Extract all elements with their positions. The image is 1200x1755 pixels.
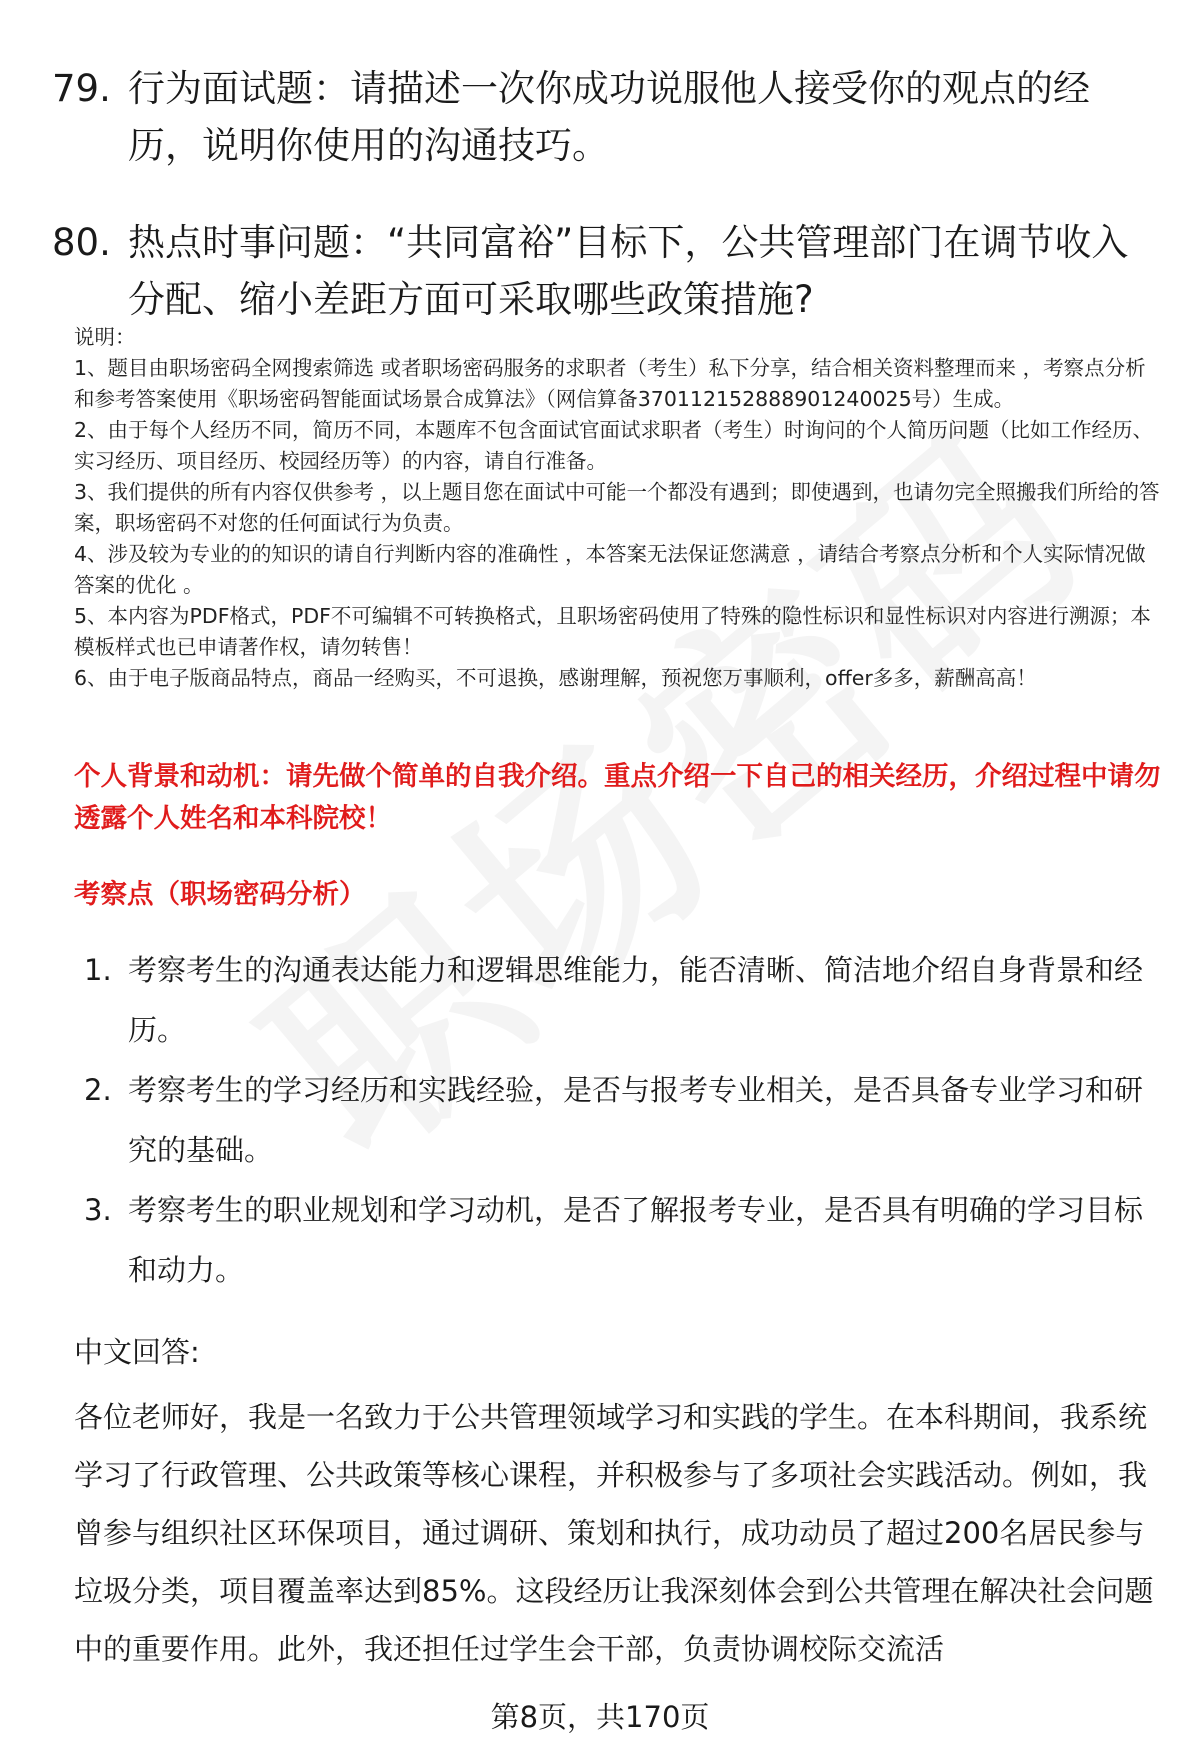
question-item-79 <box>52 60 1162 174</box>
disclaimer-notes <box>74 322 1164 694</box>
notes-title: 说明： <box>74 325 136 349</box>
point-text: 考察考生的职业规划和学习动机，是否了解报考专业，是否具有明确的学习目标和动力。 <box>128 1193 1144 1287</box>
focus-point <box>84 940 1164 1060</box>
point-number: 1. <box>84 953 112 987</box>
focus-point <box>84 1060 1164 1180</box>
question-item-80 <box>52 214 1162 328</box>
point-text: 考察考生的学习经历和实践经验，是否与报考专业相关，是否具备专业学习和研究的基础。 <box>128 1073 1144 1167</box>
question-number: 79. <box>52 67 111 110</box>
focus-points <box>84 940 1164 1300</box>
point-number: 3. <box>84 1193 112 1227</box>
focus-point <box>84 1180 1164 1300</box>
note-item: 1、题目由职场密码全网搜索筛选 或者职场密码服务的求职者（考生）私下分享，结合相关资料整理而来 ，考察点分析和参考答案使用《职场密码智能面试场景合成算法》（网信算备370112152888901240025号）生成。 <box>74 356 1146 411</box>
background-question: 个人背景和动机：请先做个简单的自我介绍。重点介绍一下自己的相关经历，介绍过程中请勿透露个人姓名和本科院校！ <box>74 761 1161 834</box>
note-item: 2、由于每个人经历不同，简历不同，本题库不包含面试官面试求职者（考生）时询问的个人简历问题（比如工作经历、实习经历、项目经历、校园经历等）的内容，请自行准备。 <box>74 418 1154 473</box>
question-text: 热点时事问题：“共同富裕”目标下，公共管理部门在调节收入分配、缩小差距方面可采取哪些政策措施? <box>128 221 1129 321</box>
page-footer: 第8页，共170页 <box>490 1700 710 1734</box>
note-item: 3、我们提供的所有内容仅供参考 ，以上题目您在面试中可能一个都没有遇到；即使遇到，也请勿完全照搬我们所给的答案，职场密码不对您的任何面试行为负责。 <box>74 480 1160 535</box>
question-text: 行为面试题：请描述一次你成功说服他人接受你的观点的经历，说明你使用的沟通技巧。 <box>128 67 1090 167</box>
focus-heading: 考察点（职场密码分析） <box>74 879 366 910</box>
point-number: 2. <box>84 1073 112 1107</box>
note-item: 5、本内容为PDF格式，PDF不可编辑不可转换格式，且职场密码使用了特殊的隐性标识和显性标识对内容进行溯源；本模板样式也已申请著作权，请勿转售！ <box>74 604 1151 659</box>
answer-text: 各位老师好，我是一名致力于公共管理领域学习和实践的学生。在本科期间，我系统学习了行政管理、公共政策等核心课程，并积极参与了多项社会实践活动。例如，我曾参与组织社区环保项目，通过调研、策划和执行，成功动员了超过200名居民参与垃圾分类，项目覆盖率达到85%。这段经历让我深刻体会到公共管理在解决社会问题中的重要作用。此外，我还担任过学生会干部，负责协调校际交流活 <box>74 1400 1154 1666</box>
note-item: 6、由于电子版商品特点，商品一经购买，不可退换，感谢理解，预祝您万事顺利，offer多多，薪酬高高！ <box>74 666 1037 690</box>
answer-label: 中文回答: <box>74 1335 200 1369</box>
question-number: 80. <box>52 221 111 264</box>
note-item: 4、涉及较为专业的的知识的请自行判断内容的准确性 ，本答案无法保证您满意 ，请结合考察点分析和个人实际情况做答案的优化 。 <box>74 542 1146 597</box>
point-text: 考察考生的沟通表达能力和逻辑思维能力，能否清晰、简洁地介绍自身背景和经历。 <box>128 953 1144 1047</box>
